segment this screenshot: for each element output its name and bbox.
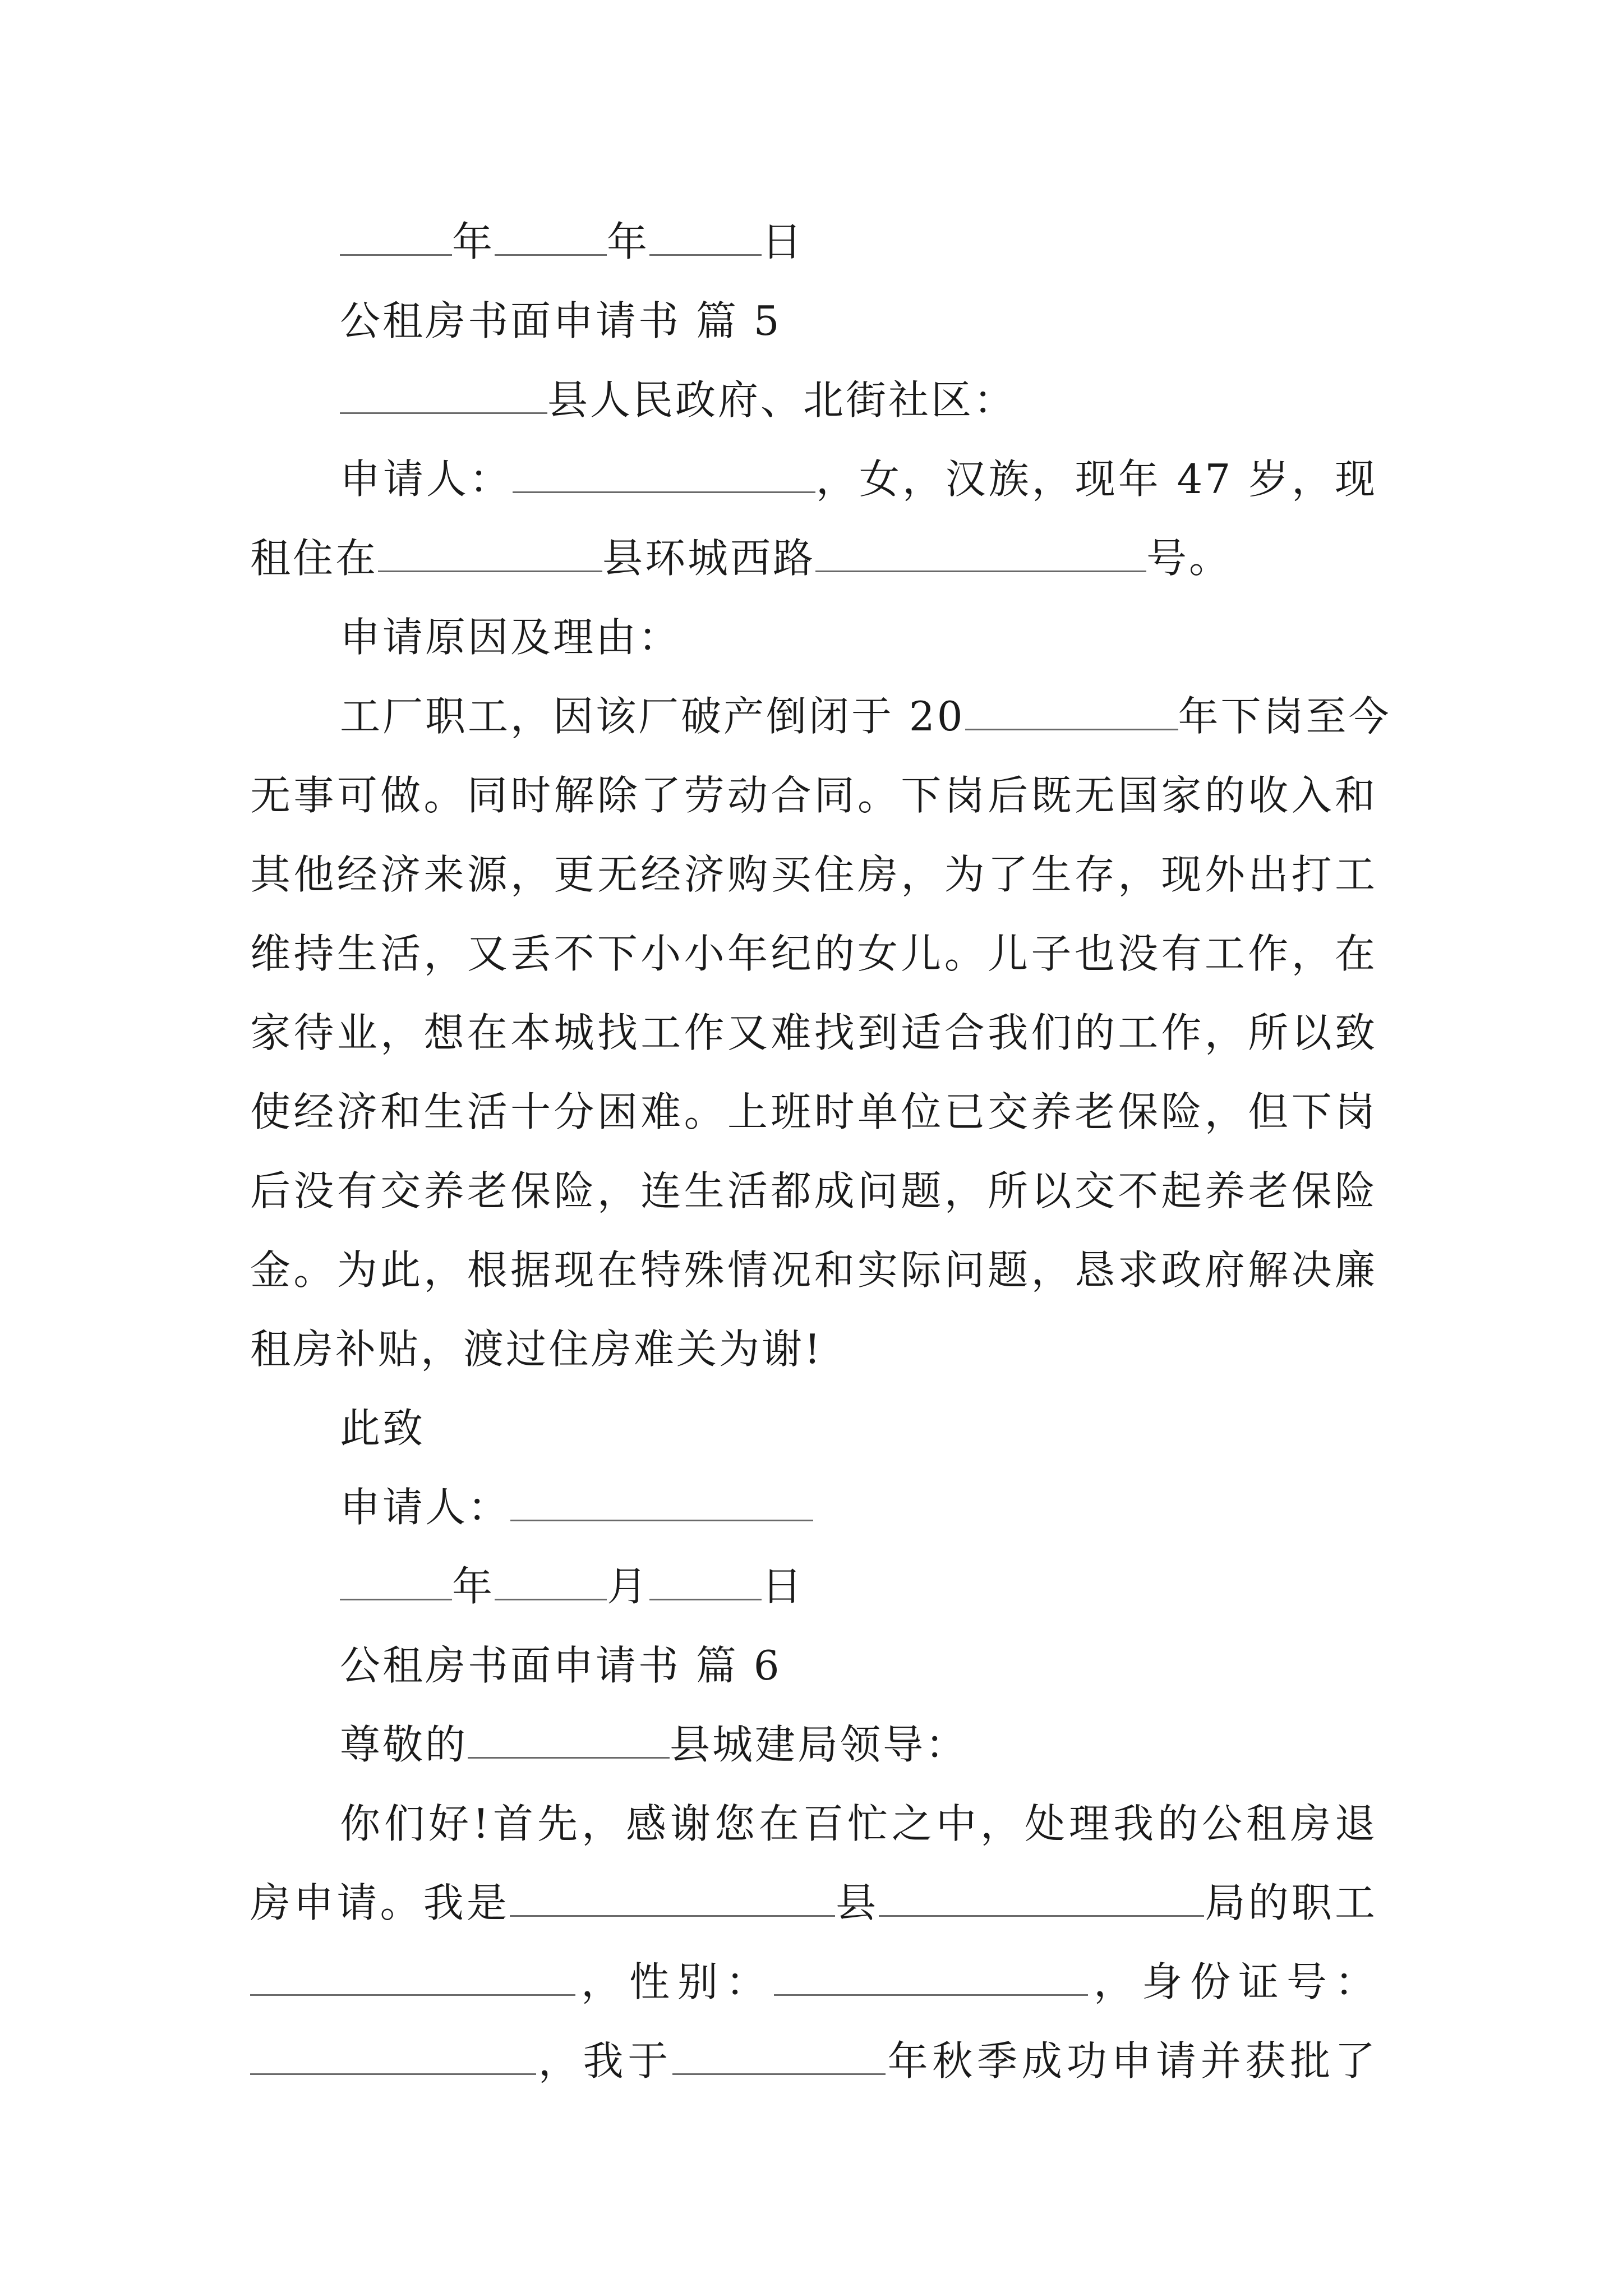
- blank-field: [965, 694, 1178, 730]
- blank-field: [250, 2039, 536, 2075]
- blank-field: [510, 1880, 835, 1917]
- paragraph-line: ，性别： ，身份证号：: [250, 1957, 1377, 2007]
- section-title-6: 公租房书面申请书 篇 6: [340, 1642, 782, 1689]
- paragraph-line: 工厂职工，因该厂破产倒闭于 20 年下岗至今: [340, 693, 1391, 740]
- blank-field: [510, 1485, 813, 1521]
- month-label: 年: [607, 218, 650, 265]
- date-line-2: [340, 1561, 1377, 1612]
- blank-field: [378, 536, 602, 572]
- paragraph-line: 租房补贴，渡过住房难关为谢!: [250, 1326, 823, 1373]
- section-title-5: 公租房书面申请书 篇 5: [340, 297, 782, 344]
- year-label: 年: [452, 1563, 495, 1610]
- paragraph-line: 其他经济来源，更无经济购买住房，为了生存，现外出打工: [250, 851, 1377, 898]
- paragraph-line: 后没有交养老保险，连生活都成问题，所以交不起养老保险: [250, 1167, 1377, 1214]
- paragraph-line: 房申请。我是 县 局的职工: [250, 1879, 1377, 1926]
- paragraph-line: ，我于 年秋季成功申请并获批了: [250, 2036, 1377, 2086]
- blank-field: [879, 1880, 1204, 1917]
- paragraph-line: 无事可做。同时解除了劳动合同。下岗后既无国家的收入和: [250, 772, 1377, 819]
- paragraph-line: 你们好!首先，感谢您在百忙之中，处理我的公租房退: [340, 1800, 1377, 1847]
- blank-field: [672, 2039, 886, 2075]
- applicant-line: 申请人： ，女，汉族，现年 47 岁，现: [340, 455, 1377, 503]
- closing-zhizhi: 此致: [340, 1405, 426, 1452]
- blank-field: [468, 1722, 670, 1759]
- addressee-6: 尊敬的 县城建局领导：: [340, 1721, 969, 1768]
- year-label: 年: [452, 218, 495, 265]
- blank-field: [340, 378, 547, 414]
- paragraph-line: 家待业，想在本城找工作又难找到适合我们的工作，所以致: [250, 1009, 1377, 1056]
- paragraph-line: 使经济和生活十分困难。上班时单位已交养老保险，但下岗: [250, 1088, 1377, 1135]
- month-label: 月: [607, 1563, 650, 1610]
- day-label: 日: [762, 1563, 805, 1610]
- addressee-5: 县人民政府、北街社区：: [340, 375, 1377, 425]
- signature-line: 申请人：: [340, 1482, 1377, 1533]
- blank-field: [815, 536, 1146, 572]
- day-label: 日: [762, 218, 805, 265]
- blank-field: [649, 219, 762, 256]
- blank-field: [495, 219, 607, 256]
- blank-field: [340, 1564, 452, 1600]
- reason-heading: 申请原因及理由：: [340, 614, 681, 661]
- paragraph-line: 金。为此，根据现在特殊情况和实际问题，恳求政府解决廉: [250, 1246, 1377, 1294]
- blank-field: [495, 1564, 607, 1600]
- blank-field: [774, 1959, 1088, 1996]
- blank-field: [250, 1959, 575, 1996]
- blank-field: [513, 457, 815, 493]
- blank-field: [340, 219, 452, 256]
- date-line-1: [340, 217, 1377, 267]
- address-line: 租住在 县环城西路 号。: [250, 535, 1232, 582]
- paragraph-line: 维持生活，又丢不下小小年纪的女儿。儿子也没有工作，在: [250, 930, 1377, 977]
- blank-field: [649, 1564, 762, 1600]
